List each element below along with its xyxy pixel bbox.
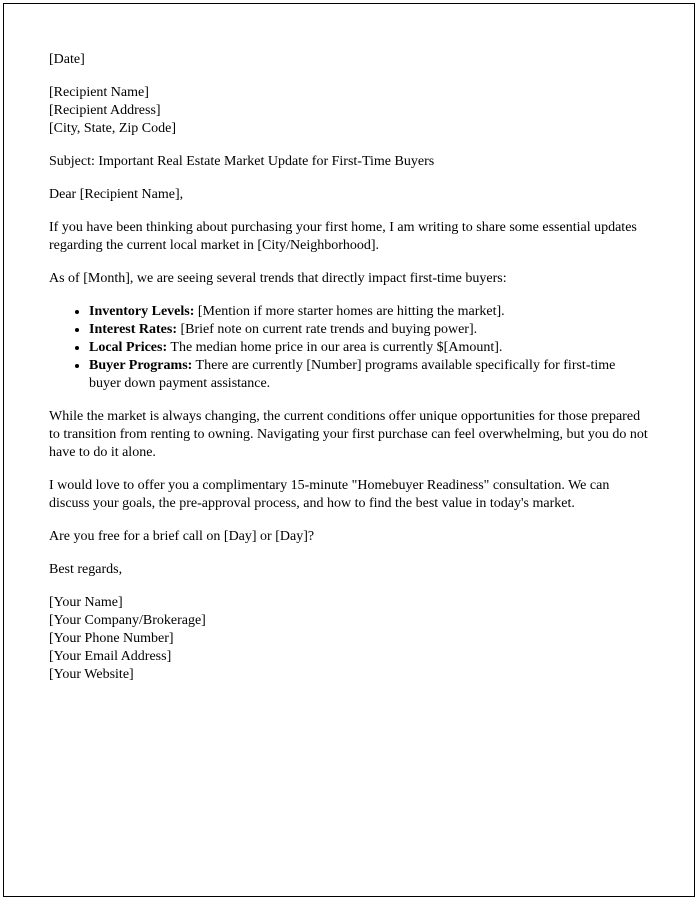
recipient-address-line: [Recipient Address] xyxy=(49,103,161,118)
bullet-label: Buyer Programs: xyxy=(89,358,193,373)
bullet-label: Inventory Levels: xyxy=(89,304,195,319)
recipient-city-line: [City, State, Zip Code] xyxy=(49,121,177,136)
signature-email-line: [Your Email Address] xyxy=(49,649,172,664)
paragraph-intro: If you have been thinking about purchasing your first home, I am writing to share some essential updates regarding the current local market in [City/Neighborhood]. xyxy=(49,220,637,253)
date-placeholder: [Date] xyxy=(49,52,85,67)
paragraph-market: While the market is always changing, the current conditions offer unique opportunities for those prepared to transition from renting to owning. Navigating your first purchase can feel overwhelming, but you do not have to do it alone. xyxy=(49,409,648,460)
signature-phone-line: [Your Phone Number] xyxy=(49,631,174,646)
list-item-programs xyxy=(89,357,649,393)
bullet-label: Local Prices: xyxy=(89,340,168,355)
list-item-interest xyxy=(89,321,649,339)
list-item-prices xyxy=(89,339,649,357)
recipient-block xyxy=(49,84,649,138)
subject-line: Subject: Important Real Estate Market Update for First-Time Buyers xyxy=(49,154,435,169)
paragraph-call: Are you free for a brief call on [Day] or [Day]? xyxy=(49,529,315,544)
signature-block xyxy=(49,594,649,684)
letter-page xyxy=(3,3,695,897)
bullet-text: [Mention if more starter homes are hitting the market]. xyxy=(194,304,505,319)
signature-company-line: [Your Company/Brokerage] xyxy=(49,613,206,628)
paragraph-trends: As of [Month], we are seeing several trends that directly impact first-time buyers: xyxy=(49,271,507,286)
salutation: Dear [Recipient Name], xyxy=(49,187,184,202)
bullet-text: [Brief note on current rate trends and buying power]. xyxy=(177,322,478,337)
bullet-text: There are currently [Number] programs available specifically for first-time buyer down payment assistance. xyxy=(89,358,616,391)
closing: Best regards, xyxy=(49,562,123,577)
recipient-name-line: [Recipient Name] xyxy=(49,85,149,100)
bullet-text: The median home price in our area is currently $[Amount]. xyxy=(167,340,503,355)
bullet-label: Interest Rates: xyxy=(89,322,177,337)
trend-bullet-list xyxy=(49,303,649,393)
signature-website-line: [Your Website] xyxy=(49,667,134,682)
paragraph-offer: I would love to offer you a complimentary 15-minute "Homebuyer Readiness" consultation. We can discuss your goals, the pre-approval process, and how to find the best value in today's market. xyxy=(49,478,610,511)
list-item-inventory xyxy=(89,303,649,321)
signature-name-line: [Your Name] xyxy=(49,595,123,610)
